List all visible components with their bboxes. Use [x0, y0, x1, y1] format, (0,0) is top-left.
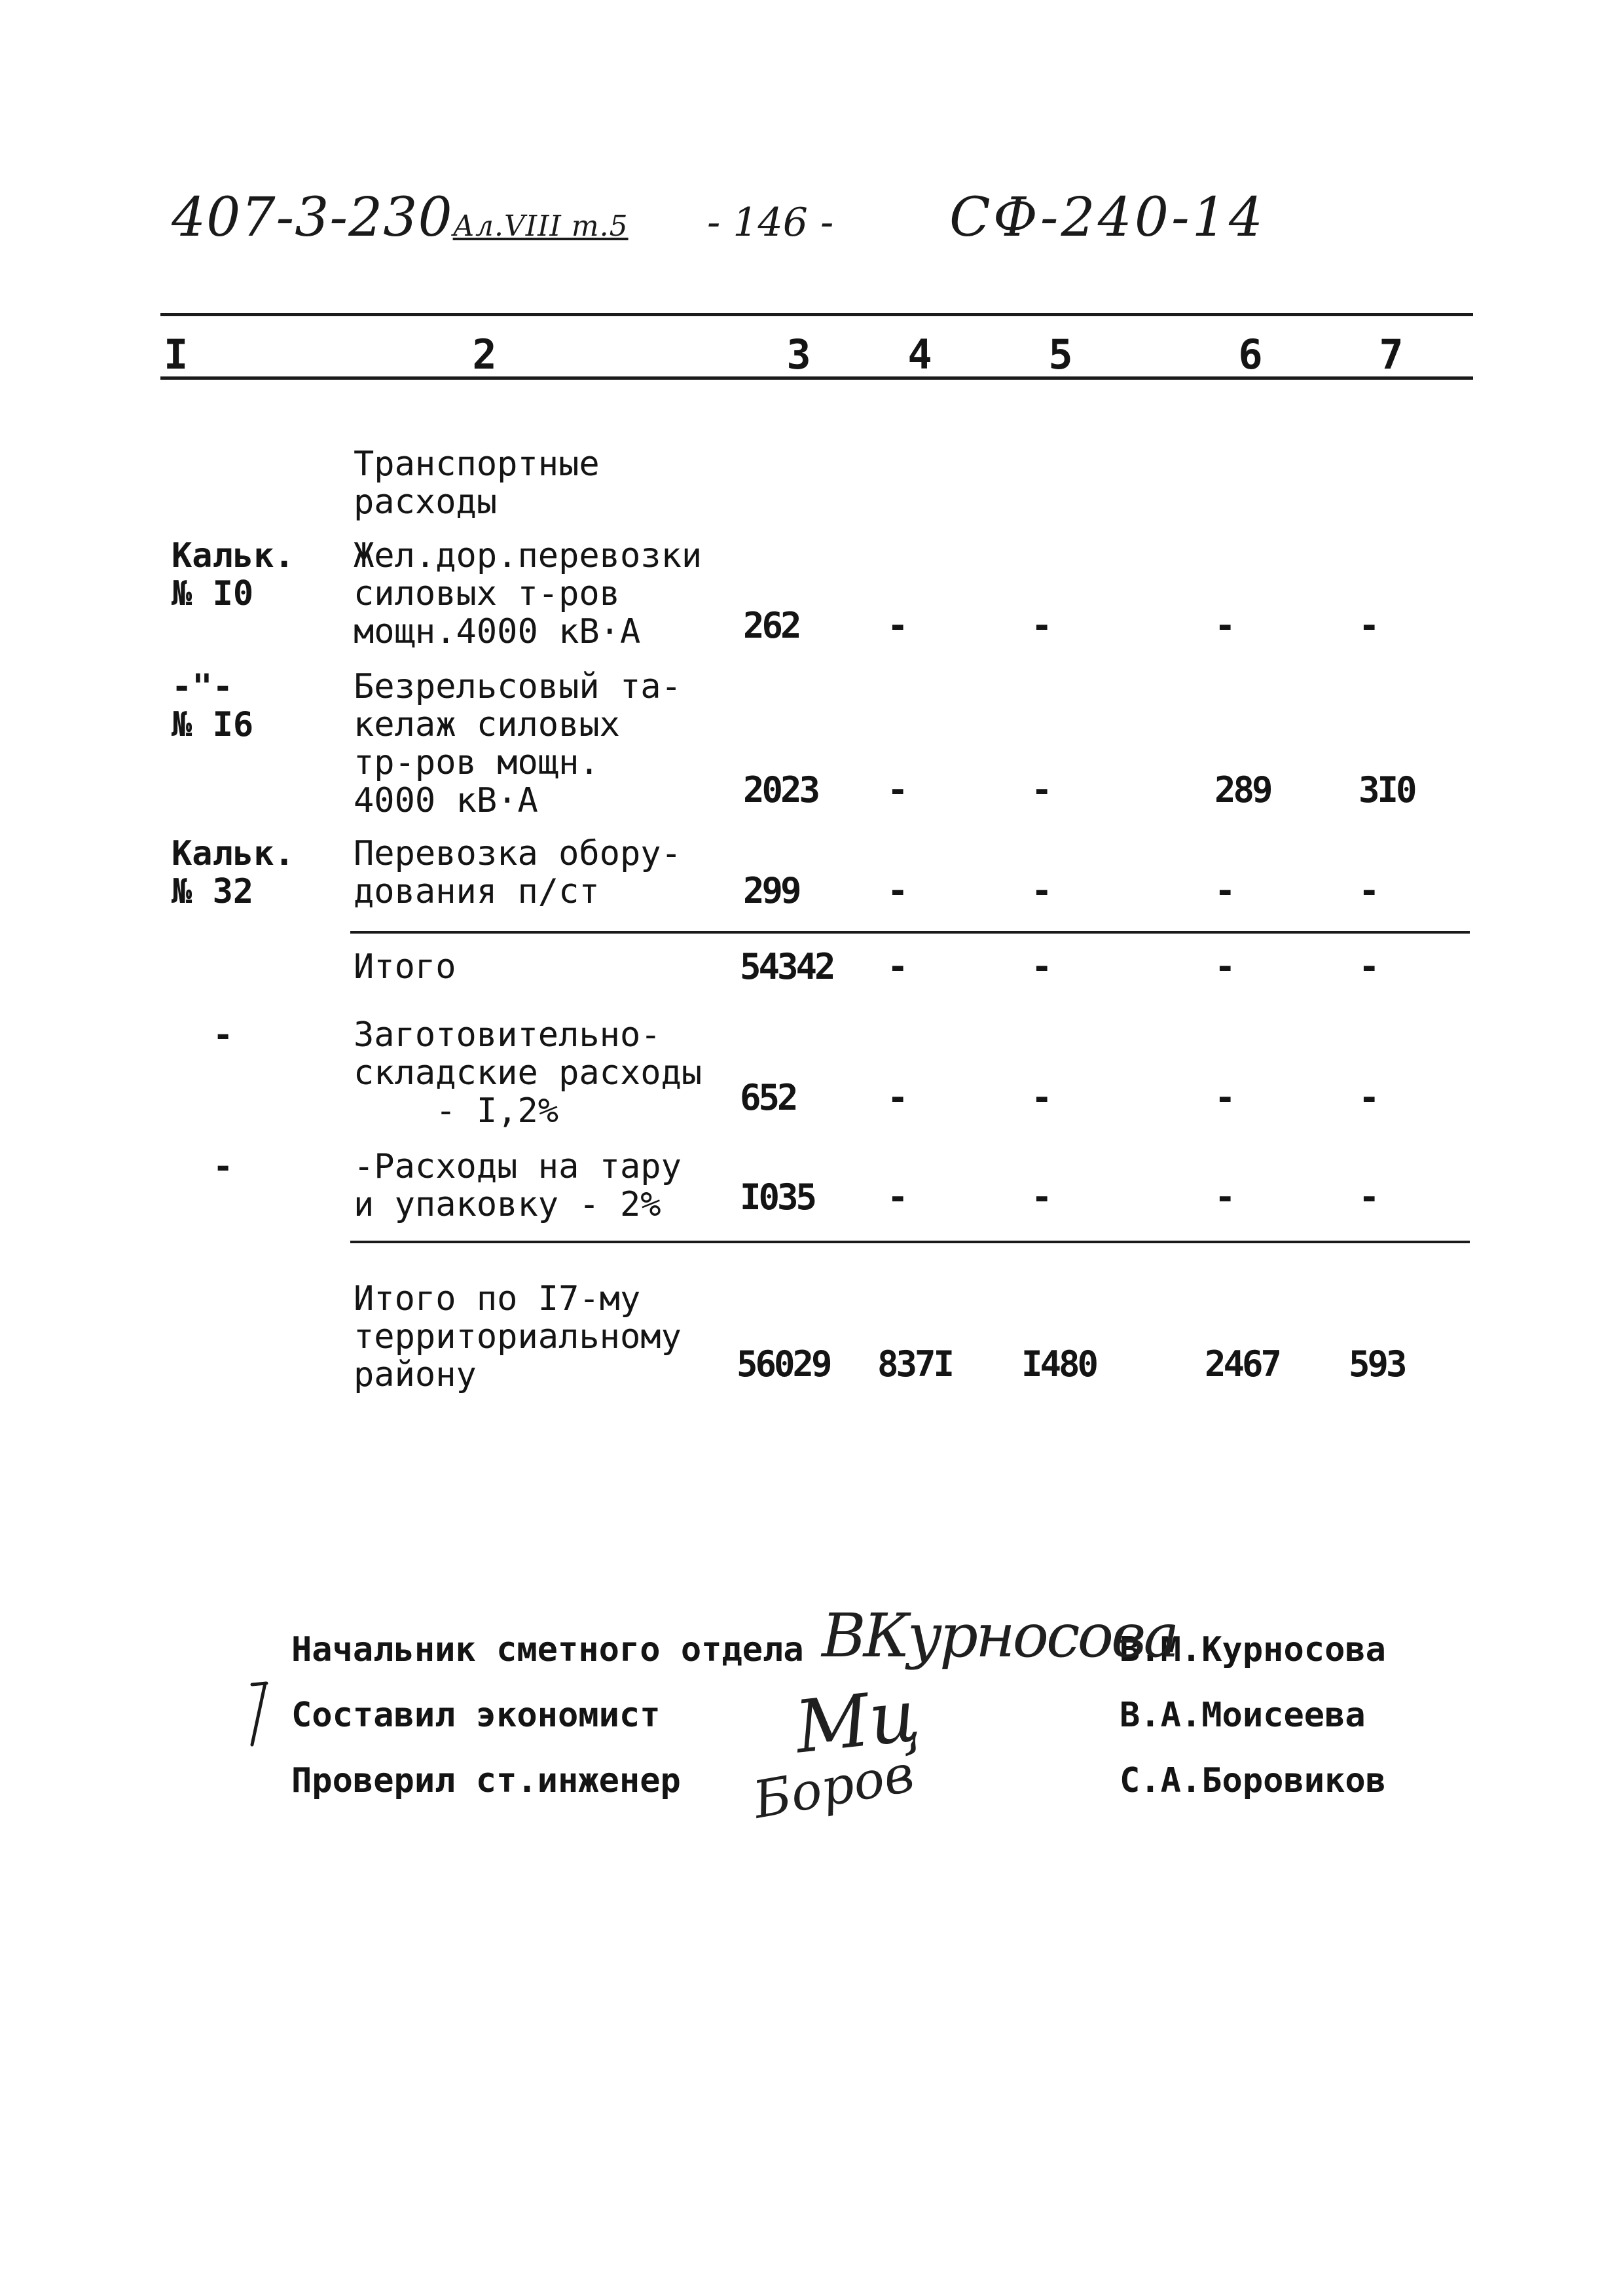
row-description: Итого по I7-му территориальному району: [354, 1279, 682, 1394]
document-code: [172, 187, 629, 249]
row-value-col4: -: [887, 1077, 906, 1118]
subtotal-rule: [350, 931, 1470, 934]
row-value-col4: 837I: [877, 1343, 953, 1385]
row-value-col4: -: [887, 946, 906, 987]
row-value-col6: -: [1214, 946, 1233, 987]
total-rule: [350, 1241, 1470, 1243]
row-value-col3: 56029: [737, 1343, 830, 1385]
margin-mark-icon: [246, 1679, 272, 1751]
row-description: Перевозка обору- дования п/ст: [354, 834, 682, 911]
row-value-col5: -: [1031, 946, 1050, 987]
row-value-col7: 3I0: [1359, 769, 1415, 811]
column-header-1: I: [164, 331, 189, 378]
signature-name-3: С.А.Боровиков: [1120, 1761, 1386, 1800]
row-reference: -"- № I6: [172, 667, 254, 744]
row-description: -Расходы на тару и упаковку - 2%: [354, 1147, 682, 1224]
row-value-col5: -: [1031, 605, 1050, 646]
row-reference: -: [213, 1015, 234, 1055]
signature-role-2: Составил экономист: [291, 1696, 661, 1735]
row-value-col5: -: [1031, 870, 1050, 911]
row-reference: Кальк. № I0: [172, 536, 295, 613]
handwritten-signature-1: ВКурносова: [822, 1601, 1177, 1671]
row-description: Жел.дор.перевозки силовых т-ров мощн.4000 кВ·А: [354, 536, 702, 651]
row-value-col6: -: [1214, 605, 1233, 646]
column-header-5: 5: [1048, 331, 1073, 378]
column-header-7: 7: [1379, 331, 1404, 378]
row-value-col4: -: [887, 605, 906, 646]
column-header-2: 2: [472, 331, 497, 378]
column-header-4: 4: [907, 331, 932, 378]
row-value-col3: I035: [740, 1176, 815, 1218]
signature-role-3: Проверил ст.инженер: [291, 1761, 681, 1800]
row-value-col5: -: [1031, 1077, 1050, 1118]
row-value-col4: -: [887, 870, 906, 911]
row-value-col3: 299: [743, 870, 799, 911]
handwritten-signature-3: Боров: [749, 1744, 919, 1831]
row-value-col6: -: [1214, 870, 1233, 911]
document-code-suffix: Ал.VIII т.5: [452, 210, 629, 243]
row-reference: Кальк. № 32: [172, 834, 295, 911]
row-value-col4: -: [887, 1176, 906, 1218]
row-value-col5: -: [1031, 769, 1050, 811]
column-header-3: 3: [786, 331, 811, 378]
row-value-col6: 2467: [1205, 1343, 1280, 1385]
row-value-col6: 289: [1214, 769, 1271, 811]
row-value-col7: -: [1359, 1176, 1377, 1218]
sheet-code: СФ-240-14: [949, 187, 1266, 249]
signature-role-1: Начальник сметного отдела: [291, 1630, 804, 1669]
row-value-col3: 652: [740, 1077, 796, 1118]
row-value-col7: -: [1359, 1077, 1377, 1118]
section-title: Транспортные расходы: [354, 445, 600, 522]
document-code-main: 407-3-230: [172, 187, 453, 249]
row-reference: -: [213, 1147, 234, 1186]
row-value-col5: I480: [1021, 1343, 1097, 1385]
row-value-col7: -: [1359, 605, 1377, 646]
handwritten-signature-2: Мц: [791, 1673, 924, 1770]
row-value-col3: 2023: [743, 769, 818, 811]
row-value-col6: -: [1214, 1176, 1233, 1218]
column-header-6: 6: [1238, 331, 1263, 378]
row-value-col7: -: [1359, 870, 1377, 911]
row-value-col6: -: [1214, 1077, 1233, 1118]
table-top-rule: [160, 313, 1473, 316]
signature-name-2: В.А.Моисеева: [1120, 1696, 1366, 1735]
row-description: Безрельсовый та- келаж силовых тр-ров мощн. 4000 кВ·А: [354, 667, 682, 820]
page-number: - 146 -: [707, 200, 834, 246]
row-value-col7: 593: [1349, 1343, 1405, 1385]
row-description: Заготовительно- складские расходы - I,2%: [354, 1015, 702, 1131]
row-value-col3: 54342: [740, 946, 833, 987]
row-value-col4: -: [887, 769, 906, 811]
signature-name-1: В.М.Курносова: [1120, 1630, 1386, 1669]
row-value-col7: -: [1359, 946, 1377, 987]
row-value-col5: -: [1031, 1176, 1050, 1218]
row-value-col3: 262: [743, 605, 799, 646]
row-description: Итого: [354, 947, 456, 987]
